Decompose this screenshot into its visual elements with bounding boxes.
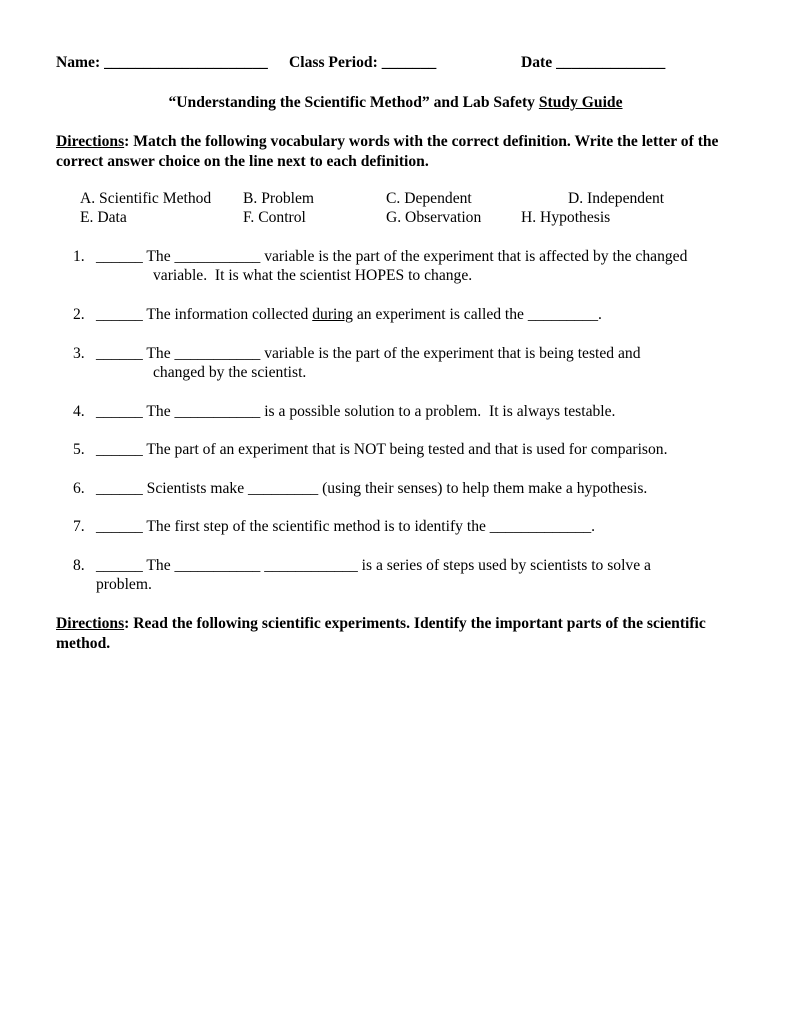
question-number: 2. bbox=[73, 306, 85, 323]
question-1-line2: variable. It is what the scientist HOPES to change. bbox=[153, 267, 473, 284]
question-number: 6. bbox=[73, 480, 85, 497]
question-2-underlined: during bbox=[312, 306, 353, 323]
directions-text: : Match the following vocabulary words with the correct definition. Write the letter of the correct answer choice on the line next to each definition. bbox=[56, 133, 719, 170]
choice-e: E. Data bbox=[80, 209, 127, 226]
choice-f: F. Control bbox=[243, 209, 306, 226]
class-period-label: Class Period: bbox=[289, 54, 378, 71]
question-6-line1: ______ Scientists make _________ (using their senses) to help them make a hypothesis. bbox=[96, 480, 648, 497]
choice-g: G. Observation bbox=[386, 209, 482, 226]
question-number: 8. bbox=[73, 557, 85, 574]
question-number: 3. bbox=[73, 345, 85, 362]
choice-d: D. Independent bbox=[568, 190, 665, 207]
date-blank: ______________ bbox=[556, 54, 666, 71]
directions-label: Directions bbox=[56, 615, 125, 632]
question-1-line1: ______ The ___________ variable is the part of the experiment that is affected by the changed bbox=[96, 248, 688, 265]
question-4-line1: ______ The ___________ is a possible solution to a problem. It is always testable. bbox=[96, 403, 616, 420]
directions-label: Directions bbox=[56, 133, 125, 150]
name-label: Name: bbox=[56, 54, 101, 71]
name-field bbox=[56, 53, 268, 73]
question-number: 4. bbox=[73, 403, 85, 420]
date-label: Date bbox=[521, 54, 553, 71]
question-2-post: an experiment is called the _________. bbox=[352, 306, 602, 323]
name-blank: _____________________ bbox=[104, 54, 268, 71]
choice-h: H. Hypothesis bbox=[521, 209, 611, 226]
question-8-line2: problem. bbox=[96, 576, 152, 593]
question-2-pre: ______ The information collected bbox=[96, 306, 313, 323]
choice-a: A. Scientific Method bbox=[80, 190, 212, 207]
question-number: 1. bbox=[73, 248, 85, 265]
date-field bbox=[521, 53, 665, 73]
choice-c: C. Dependent bbox=[386, 190, 472, 207]
title-main: “Understanding the Scientific Method” and Lab Safety bbox=[168, 94, 535, 111]
question-number: 7. bbox=[73, 518, 85, 535]
question-7-line1: ______ The first step of the scientific method is to identify the _____________. bbox=[96, 518, 596, 535]
question-number: 5. bbox=[73, 441, 85, 458]
directions-match bbox=[56, 132, 756, 171]
class-period-blank: _______ bbox=[381, 54, 437, 71]
page-title bbox=[0, 93, 791, 113]
directions-text: : Read the following scientific experiments. Identify the important parts of the scientific method. bbox=[56, 615, 706, 652]
choice-b: B. Problem bbox=[243, 190, 315, 207]
question-3-line1: ______ The ___________ variable is the part of the experiment that is being tested and bbox=[96, 345, 641, 362]
directions-read bbox=[56, 614, 716, 653]
title-underlined: Study Guide bbox=[538, 94, 623, 111]
class-period-field bbox=[289, 53, 436, 73]
question-3-line2: changed by the scientist. bbox=[153, 364, 307, 381]
question-2-text bbox=[96, 305, 602, 325]
question-8-line1: ______ The ___________ ____________ is a series of steps used by scientists to solve a bbox=[96, 557, 651, 574]
question-5-line1: ______ The part of an experiment that is NOT being tested and that is used for comparison. bbox=[96, 441, 668, 458]
